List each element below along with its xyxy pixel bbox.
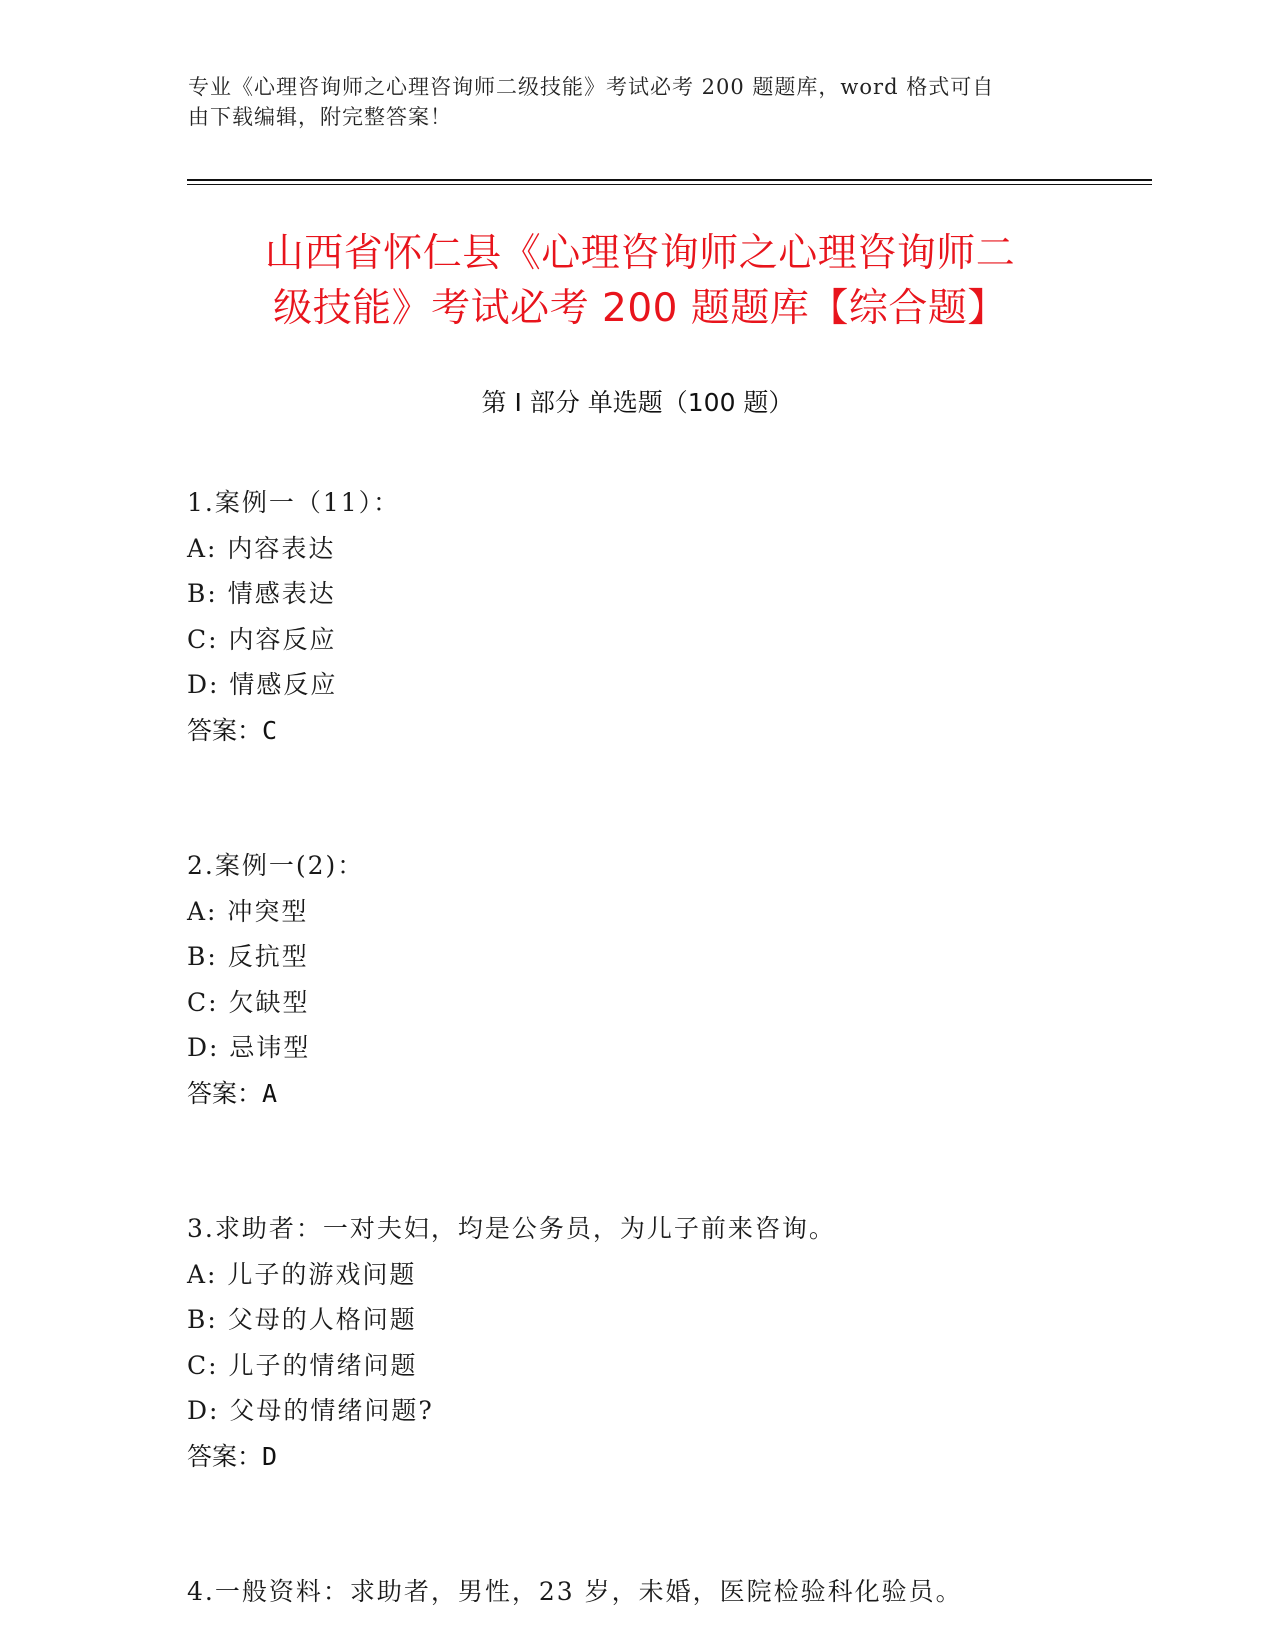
document-title-line-2: 级技能》考试必考 200 题题库【综合题】 [273,286,1007,331]
option-a: A: 儿子的游戏问题 [187,1259,417,1289]
question-spacer [187,1116,1147,1206]
answer-line: 答案：A [187,1078,278,1108]
answer-line: 答案：D [187,1441,278,1471]
option-b: B: 反抗型 [187,942,309,971]
question-3 [187,1206,1147,1479]
option-a: A: 内容表达 [187,533,336,563]
option-d: D: 情感反应 [187,670,338,699]
question-list [187,480,1147,1615]
option-a: A: 冲突型 [187,896,309,926]
header-note-line-2: 由下载编辑，附完整答案！ [188,105,452,129]
option-c: C: 儿子的情绪问题 [187,1350,418,1380]
option-b: B: 情感表达 [187,579,336,608]
question-2 [187,843,1147,1116]
header-note [188,72,1068,132]
question-1 [187,480,1147,753]
option-d: D: 忌讳型 [187,1033,311,1062]
option-d: D: 父母的情绪问题? [187,1396,434,1425]
question-stem: 3.求助者：一对夫妇，均是公务员，为儿子前来咨询。 [187,1214,836,1243]
question-stem: 4.一般资料：求助者，男性，23 岁，未婚，医院检验科化验员。 [187,1577,963,1606]
option-c: C: 欠缺型 [187,987,310,1017]
question-4 [187,1569,1147,1615]
section-heading: 第 I 部分 单选题（100 题） [481,388,794,417]
header-note-line-1: 专业《心理咨询师之心理咨询师二级技能》考试必考 200 题题库，word 格式可自 [188,75,995,99]
header-divider-thin [187,184,1152,185]
option-c: C: 内容反应 [187,624,337,654]
document-title-line-1: 山西省怀仁县《心理咨询师之心理咨询师二 [264,231,1016,276]
question-stem: 2.案例一(2)： [187,851,365,880]
question-spacer [187,1479,1147,1569]
question-stem: 1.案例一（11）： [187,488,401,517]
document-title [190,226,1090,336]
header-divider-thick [187,179,1152,181]
option-b: B: 父母的人格问题 [187,1305,417,1334]
answer-line: 答案：C [187,715,278,745]
question-spacer [187,753,1147,843]
